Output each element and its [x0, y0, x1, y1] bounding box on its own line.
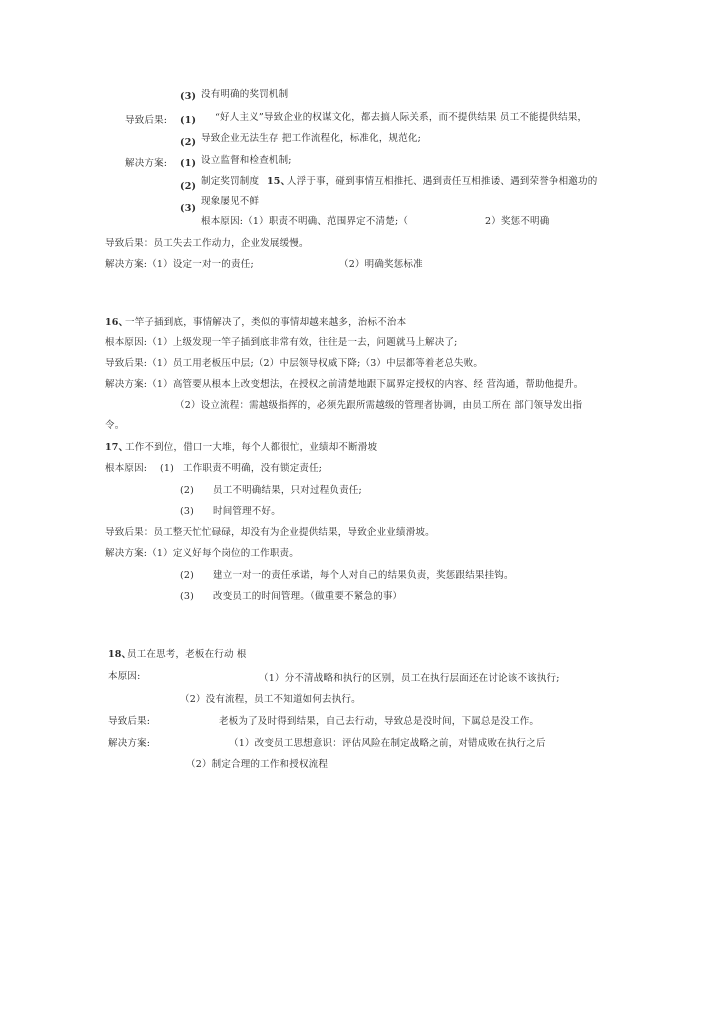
- item-number: (3): [180, 203, 197, 214]
- text-line: 导致后果：员工失去工作动力，企业发展缓慢。: [105, 238, 309, 249]
- item-number: (3): [180, 591, 195, 602]
- text-line: （1）分不清战略和执行的区别，员工在执行层面还在讨论该不该执行;: [259, 673, 560, 684]
- item-number: (1): [180, 158, 197, 169]
- text-line: 导致后果：员工整天忙忙碌碌，却没有为企业提供结果，导致企业业绩滑坡。: [105, 527, 435, 538]
- item-number: (2): [180, 181, 197, 192]
- text-line: 根本原因:（1）职责不明确、范围界定不清楚;（: [201, 216, 409, 227]
- item-number: (1): [180, 115, 197, 126]
- item-number: (2): [180, 570, 195, 581]
- section-label: 本原因:: [108, 671, 141, 682]
- section-number: 15、: [267, 176, 291, 187]
- text-line: 解决方案:（1）定义好每个岗位的工作职责。: [105, 548, 299, 559]
- section-number: 17、: [105, 442, 129, 453]
- item-number: (3): [180, 506, 195, 517]
- section-label: 根本原因:: [105, 463, 148, 474]
- section-label: 解决方案:: [125, 158, 168, 169]
- text-line: （2）明确奖惩标准: [339, 259, 423, 270]
- text-line: （1）改变员工思想意识：评估风险在制定战略之前，对错成败在执行之后: [229, 738, 546, 749]
- section-number: 16、: [105, 317, 129, 328]
- section-heading: 员工在思考，老板在行动 根: [127, 649, 247, 660]
- text-line: （2）制定合理的工作和授权流程: [186, 759, 329, 770]
- text-line: 导致企业无法生存 把工作流程化，标准化，规范化;: [201, 133, 422, 144]
- text-line: “好人主义”导致企业的权谋文化，都去搞人际关系，而不提供结果 员工不能提供结果，: [215, 112, 588, 123]
- text-line: 现象屡见不鲜: [201, 196, 260, 207]
- text-line: 导致后果:（1）员工用老板压中层;（2）中层领导权威下降;（3）中层都等着老总失败。: [105, 358, 484, 369]
- text-line: 制定奖罚制度: [201, 176, 260, 187]
- text-line: 建立一对一的责任承诺，每个人对自己的结果负责，奖惩跟结果挂钩。: [213, 570, 514, 581]
- text-line: 2）奖惩不明确: [485, 216, 550, 227]
- text-line: 时间管理不好。: [213, 506, 281, 517]
- item-number: (2): [180, 137, 197, 148]
- text-line: 根本原因:（1）上级发现一竿子插到底非常有效，往往是一去，问题就马上解决了;: [105, 337, 458, 348]
- section-heading: 一竿子插到底，事情解决了，类似的事情却越来越多，治标不治本: [125, 317, 407, 328]
- text-line: 改变员工的时间管理。（做重要不紧急的事）: [213, 591, 403, 602]
- text-line: （2）设立流程：需越级指挥的，必须先跟所需越级的管理者协调，由员工所在 部门领导发出指: [175, 400, 583, 411]
- text-line: 令。: [105, 420, 125, 431]
- section-number: 18、: [108, 649, 132, 660]
- section-label: 导致后果:: [125, 115, 168, 126]
- section-heading: 工作不到位，借口一大堆，每个人都很忙，业绩却不断滑坡: [125, 442, 378, 453]
- text-line: 没有明确的奖罚机制: [201, 89, 289, 100]
- text-line: 老板为了及时得到结果，自己去行动，导致总是没时间，下属总是没工作。: [219, 716, 540, 727]
- section-label: 解决方案:: [108, 738, 151, 749]
- item-number: (1): [160, 463, 175, 474]
- section-label: 导致后果:: [108, 716, 151, 727]
- text-line: 员工不明确结果，只对过程负责任;: [213, 485, 362, 496]
- text-line: 工作职责不明确，没有锁定责任;: [183, 463, 323, 474]
- text-line: （2）没有流程，员工不知道如何去执行。: [180, 694, 361, 705]
- text-line: 解决方案:（1）高管要从根本上改变想法，在授权之前清楚地跟下属界定授权的内容、经 营沟通，帮助他提升。: [105, 379, 584, 390]
- section-heading: 人浮于事，碰到事情互相推托、遇到责任互相推诿、遇到荣誉争相邀功的: [287, 176, 598, 187]
- text-line: 设立监督和检查机制;: [201, 155, 292, 166]
- item-number: (3): [180, 91, 197, 102]
- item-number: (2): [180, 485, 195, 496]
- text-line: 解决方案:（1）设定一对一的责任;: [105, 259, 254, 270]
